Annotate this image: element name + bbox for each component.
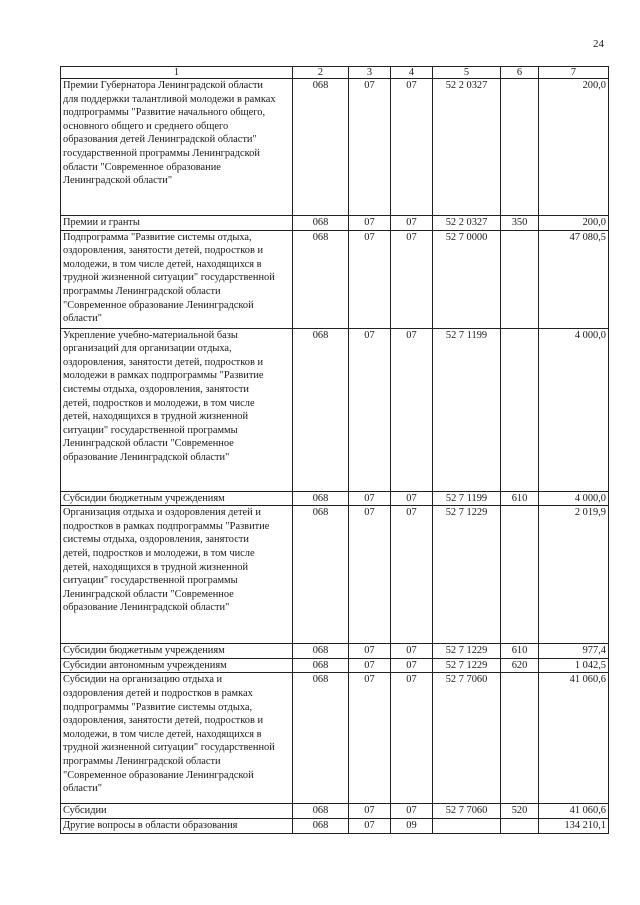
row-name: Субсидии на организацию отдыха и оздоровления детей и подростков в рамках подпрограммы "Развитие системы отдыха, оздоровления, занятости детей, подростков и молодежи, в том числе детей, находящихся в трудной жизненной ситуации" государственной программы Ленинградской области "Современное образование Ленинградской области" bbox=[61, 673, 293, 804]
amount: 41 060,6 bbox=[539, 673, 609, 804]
expense-type-code bbox=[501, 230, 539, 328]
target-code: 52 7 7060 bbox=[433, 673, 501, 804]
expense-type-code bbox=[501, 673, 539, 804]
target-code: 52 7 1199 bbox=[433, 328, 501, 491]
ministry-code: 068 bbox=[293, 673, 349, 804]
ministry-code: 068 bbox=[293, 658, 349, 673]
row-name: Другие вопросы в области образования bbox=[61, 818, 293, 833]
page-number: 24 bbox=[593, 38, 604, 50]
ministry-code: 068 bbox=[293, 230, 349, 328]
table-row bbox=[61, 328, 609, 491]
ministry-code: 068 bbox=[293, 818, 349, 833]
column-header: 1 bbox=[61, 67, 293, 79]
column-header: 4 bbox=[391, 67, 433, 79]
column-header: 2 bbox=[293, 67, 349, 79]
amount: 41 060,6 bbox=[539, 804, 609, 819]
row-name: Субсидии bbox=[61, 804, 293, 819]
target-code: 52 2 0327 bbox=[433, 79, 501, 216]
target-code: 52 7 1229 bbox=[433, 644, 501, 659]
expense-type-code: 520 bbox=[501, 804, 539, 819]
subsection-code: 07 bbox=[391, 491, 433, 506]
table-row bbox=[61, 216, 609, 231]
row-name: Укрепление учебно-материальной базы организаций для организации отдыха, оздоровления, занятости детей, подростков и молодежи в рамках подпрограммы "Развитие системы отдыха, оздоровления, занятости детей, подростков и молодежи, в том числе детей, находящихся в трудной жизненной ситуации" государственной программы Ленинградской области "Современное образование Ленинградской области" bbox=[61, 328, 293, 491]
section-code: 07 bbox=[349, 804, 391, 819]
section-code: 07 bbox=[349, 658, 391, 673]
expense-type-code: 350 bbox=[501, 216, 539, 231]
amount: 47 080,5 bbox=[539, 230, 609, 328]
subsection-code: 07 bbox=[391, 658, 433, 673]
row-name: Организация отдыха и оздоровления детей и подростков в рамках подпрограммы "Развитие системы отдыха, оздоровления, занятости детей, подростков и молодежи, в том числе детей, находящихся в трудной жизненной ситуации" государственной программы Ленинградской области "Современное образование Ленинградской области" bbox=[61, 506, 293, 644]
expense-type-code bbox=[501, 79, 539, 216]
table-row bbox=[61, 658, 609, 673]
column-header: 6 bbox=[501, 67, 539, 79]
target-code: 52 7 1229 bbox=[433, 506, 501, 644]
subsection-code: 07 bbox=[391, 804, 433, 819]
section-code: 07 bbox=[349, 644, 391, 659]
ministry-code: 068 bbox=[293, 644, 349, 659]
target-code: 52 7 7060 bbox=[433, 804, 501, 819]
subsection-code: 07 bbox=[391, 79, 433, 216]
table-row bbox=[61, 673, 609, 804]
row-name: Подпрограмма "Развитие системы отдыха, оздоровления, занятости детей, подростков и молодежи, в том числе детей, находящихся в трудной жизненной ситуации" государственной программы Ленинградской области "Современное образование Ленинградской области" bbox=[61, 230, 293, 328]
subsection-code: 09 bbox=[391, 818, 433, 833]
section-code: 07 bbox=[349, 328, 391, 491]
target-code: 52 7 0000 bbox=[433, 230, 501, 328]
expense-type-code bbox=[501, 328, 539, 491]
ministry-code: 068 bbox=[293, 328, 349, 491]
column-header: 7 bbox=[539, 67, 609, 79]
target-code: 52 7 1199 bbox=[433, 491, 501, 506]
table-row bbox=[61, 506, 609, 644]
expense-type-code: 610 bbox=[501, 644, 539, 659]
subsection-code: 07 bbox=[391, 673, 433, 804]
expense-type-code: 620 bbox=[501, 658, 539, 673]
subsection-code: 07 bbox=[391, 644, 433, 659]
amount: 977,4 bbox=[539, 644, 609, 659]
section-code: 07 bbox=[349, 506, 391, 644]
amount: 4 000,0 bbox=[539, 328, 609, 491]
table-row bbox=[61, 804, 609, 819]
subsection-code: 07 bbox=[391, 216, 433, 231]
expense-type-code bbox=[501, 506, 539, 644]
table-header bbox=[61, 67, 609, 79]
section-code: 07 bbox=[349, 673, 391, 804]
row-name: Премии Губернатора Ленинградской области для поддержки талантливой молодежи в рамках подпрограммы "Развитие начального общего, основного общего и среднего общего образования детей Ленинградской области" государственной программы Ленинградской области "Современное образование Ленинградской области" bbox=[61, 79, 293, 216]
amount: 200,0 bbox=[539, 216, 609, 231]
subsection-code: 07 bbox=[391, 230, 433, 328]
target-code bbox=[433, 818, 501, 833]
budget-table bbox=[60, 66, 609, 834]
amount: 2 019,9 bbox=[539, 506, 609, 644]
subsection-code: 07 bbox=[391, 328, 433, 491]
table-body bbox=[61, 79, 609, 834]
expense-type-code bbox=[501, 818, 539, 833]
section-code: 07 bbox=[349, 216, 391, 231]
row-name: Субсидии автономным учреждениям bbox=[61, 658, 293, 673]
ministry-code: 068 bbox=[293, 491, 349, 506]
amount: 1 042,5 bbox=[539, 658, 609, 673]
ministry-code: 068 bbox=[293, 216, 349, 231]
section-code: 07 bbox=[349, 230, 391, 328]
table-row bbox=[61, 644, 609, 659]
table-row bbox=[61, 230, 609, 328]
section-code: 07 bbox=[349, 491, 391, 506]
ministry-code: 068 bbox=[293, 79, 349, 216]
row-name: Субсидии бюджетным учреждениям bbox=[61, 644, 293, 659]
table-row bbox=[61, 491, 609, 506]
row-name: Субсидии бюджетным учреждениям bbox=[61, 491, 293, 506]
expense-type-code: 610 bbox=[501, 491, 539, 506]
section-code: 07 bbox=[349, 79, 391, 216]
amount: 4 000,0 bbox=[539, 491, 609, 506]
target-code: 52 7 1229 bbox=[433, 658, 501, 673]
row-name: Премии и гранты bbox=[61, 216, 293, 231]
column-header: 5 bbox=[433, 67, 501, 79]
column-header: 3 bbox=[349, 67, 391, 79]
ministry-code: 068 bbox=[293, 506, 349, 644]
amount: 134 210,1 bbox=[539, 818, 609, 833]
amount: 200,0 bbox=[539, 79, 609, 216]
ministry-code: 068 bbox=[293, 804, 349, 819]
subsection-code: 07 bbox=[391, 506, 433, 644]
table-row bbox=[61, 79, 609, 216]
section-code: 07 bbox=[349, 818, 391, 833]
table-row bbox=[61, 818, 609, 833]
target-code: 52 2 0327 bbox=[433, 216, 501, 231]
